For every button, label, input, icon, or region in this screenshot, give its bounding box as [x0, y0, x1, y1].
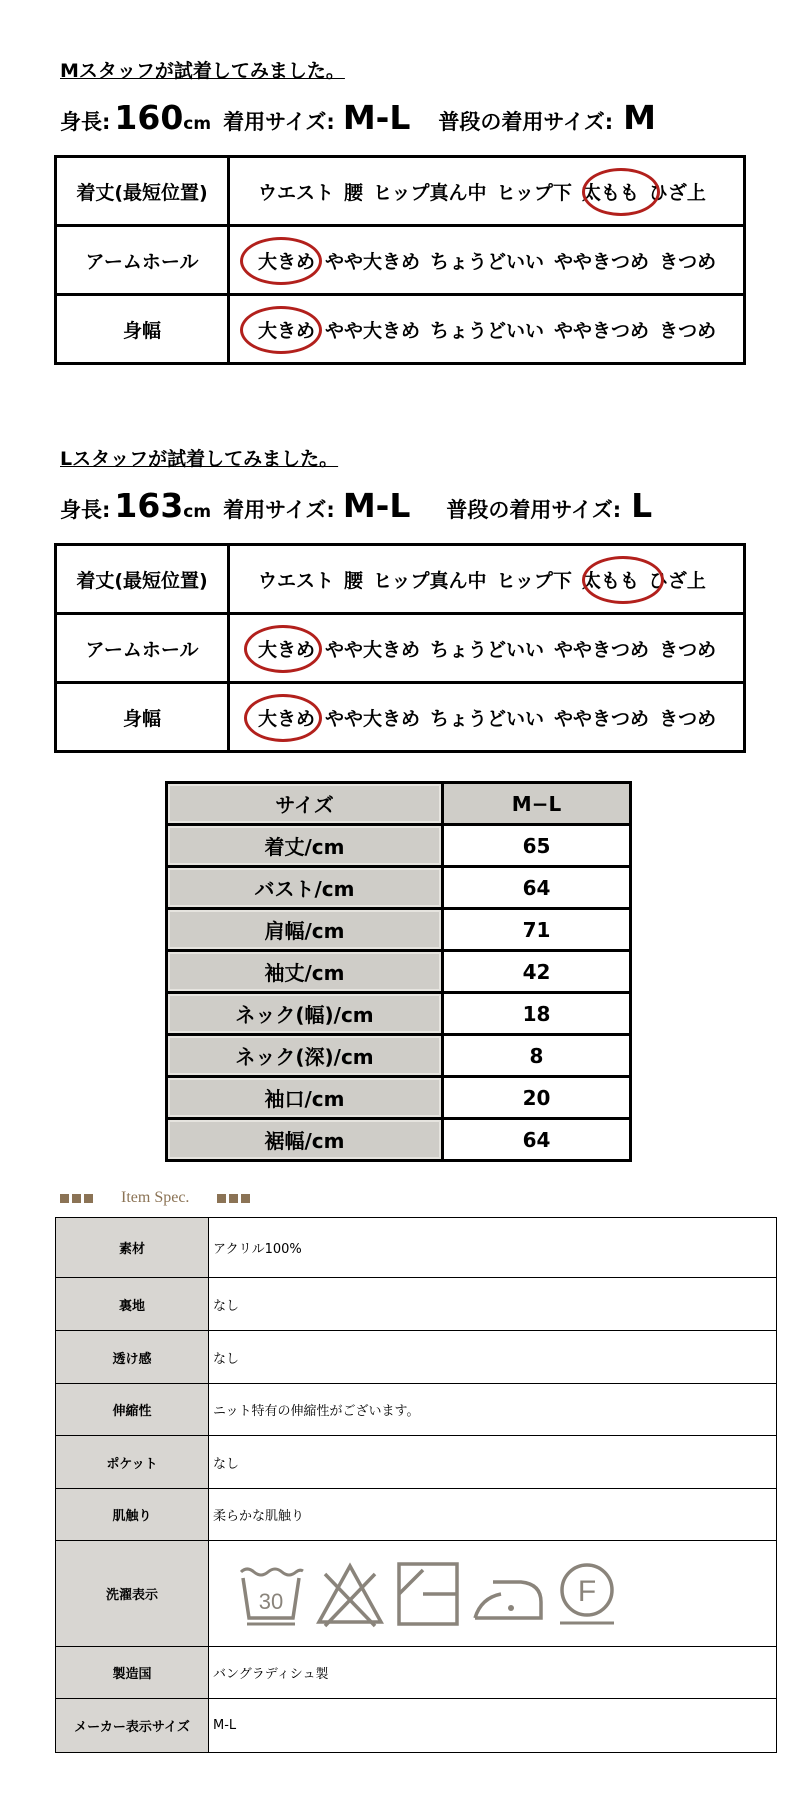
spec-label: 製造国	[56, 1647, 209, 1699]
fit-option: ヒップ真ん中	[373, 181, 487, 204]
usual-size-label: 普段の着用サイズ:	[446, 498, 622, 522]
fit-option: ウエスト	[258, 181, 335, 204]
spec-row	[56, 1489, 777, 1541]
height-value: 163	[114, 486, 184, 525]
fit-row-header: 着丈(最短位置)	[56, 545, 229, 614]
size-label: 着用サイズ:	[223, 110, 335, 134]
size-label: 袖口/cm	[167, 1077, 443, 1119]
fit-option: ややきつめ	[554, 319, 650, 342]
fit-options	[229, 157, 745, 226]
spec-row-care	[56, 1541, 777, 1647]
size-value: 8	[443, 1035, 631, 1077]
fit-option: ややきつめ	[554, 250, 650, 273]
fit-option: ややきつめ	[554, 707, 650, 730]
fit-option: 太もも	[581, 181, 639, 204]
fit-option: 大きめ	[258, 638, 316, 661]
selection-circle	[582, 168, 660, 216]
fit-option: ちょうどいい	[430, 638, 545, 661]
wash-30-icon	[237, 1560, 305, 1628]
size-value: 18	[443, 993, 631, 1035]
fit-row-length	[56, 157, 745, 226]
spec-row	[56, 1331, 777, 1384]
spec-label: 裏地	[56, 1278, 209, 1331]
fit-option: ひざ上	[648, 181, 706, 204]
size-value: 20	[443, 1077, 631, 1119]
fit-option: ややきつめ	[554, 638, 650, 661]
spec-label: ポケット	[56, 1436, 209, 1489]
spec-row	[56, 1699, 777, 1753]
fit-option: ヒップ真ん中	[373, 569, 487, 592]
dry-clean-letter: F	[577, 1574, 596, 1608]
fit-option: ヒップ下	[496, 569, 572, 592]
height-label: 身長:	[60, 498, 111, 522]
height-value: 160	[114, 98, 184, 137]
spec-row	[56, 1436, 777, 1489]
size-table	[165, 781, 632, 1162]
fit-option: ちょうどいい	[430, 319, 545, 342]
fit-row-header: アームホール	[56, 614, 229, 683]
spec-row	[56, 1384, 777, 1436]
spec-label: 洗濯表示	[56, 1541, 209, 1647]
fit-option: 大きめ	[258, 250, 316, 273]
size-label: ネック(幅)/cm	[167, 993, 443, 1035]
square-decoration	[60, 1194, 69, 1203]
size-row	[167, 825, 631, 867]
fit-options	[229, 545, 745, 614]
staff-l-heading: Lスタッフが試着してみました。	[60, 448, 339, 470]
spec-value: なし	[209, 1278, 777, 1331]
height-unit: cm	[183, 114, 212, 134]
fit-option: ちょうどいい	[430, 707, 545, 730]
iron-low-icon	[471, 1560, 543, 1628]
size-label: ネック(深)/cm	[167, 1035, 443, 1077]
fit-option: きつめ	[659, 319, 717, 342]
spec-value: 柔らかな肌触り	[209, 1489, 777, 1541]
fit-options	[229, 295, 745, 364]
size-row	[167, 909, 631, 951]
size-label: 着丈/cm	[167, 825, 443, 867]
fit-options	[229, 614, 745, 683]
size-label: 袖丈/cm	[167, 951, 443, 993]
size-row	[167, 1035, 631, 1077]
no-bleach-icon	[315, 1560, 385, 1628]
square-decoration	[229, 1194, 238, 1203]
spec-value: バングラディシュ製	[209, 1647, 777, 1699]
spec-label: 伸縮性	[56, 1384, 209, 1436]
fit-options	[229, 683, 745, 752]
usual-size-value: L	[631, 486, 653, 525]
fit-row-header: 身幅	[56, 683, 229, 752]
spec-label: 肌触り	[56, 1489, 209, 1541]
staff-m-heading: Mスタッフが試着してみました。	[60, 60, 345, 82]
spec-value: ニット特有の伸縮性がございます。	[209, 1384, 777, 1436]
size-value: 42	[443, 951, 631, 993]
fit-option: やや大きめ	[325, 319, 421, 342]
staff-m-stats	[60, 98, 656, 137]
size-value: 71	[443, 909, 631, 951]
selection-circle	[244, 625, 322, 673]
fit-row-armhole	[56, 614, 745, 683]
size-row	[167, 1077, 631, 1119]
selection-circle	[582, 556, 664, 604]
spec-row	[56, 1278, 777, 1331]
dry-clean-f-icon	[554, 1560, 620, 1628]
item-spec-table	[55, 1217, 777, 1753]
height-label: 身長:	[60, 110, 111, 134]
size-label: 着用サイズ:	[223, 498, 335, 522]
staff-l-stats	[60, 486, 652, 525]
size-table-header-row	[167, 783, 631, 825]
fit-option: ひざ上	[648, 569, 706, 592]
size-value: M-L	[342, 98, 411, 137]
height-unit: cm	[183, 502, 212, 522]
spec-value: なし	[209, 1436, 777, 1489]
selection-circle	[240, 237, 322, 285]
fit-option: 太もも	[581, 569, 639, 592]
size-value: 64	[443, 1119, 631, 1161]
selection-circle	[240, 306, 322, 354]
item-spec-header	[60, 1189, 253, 1207]
fit-option: ちょうどいい	[430, 250, 545, 273]
fit-option: 大きめ	[258, 319, 316, 342]
fit-option: 腰	[344, 181, 364, 204]
size-row	[167, 993, 631, 1035]
square-decoration	[84, 1194, 93, 1203]
square-decoration	[241, 1194, 250, 1203]
line-dry-icon	[395, 1560, 461, 1628]
size-value: 64	[443, 867, 631, 909]
fit-row-header: アームホール	[56, 226, 229, 295]
spec-label: 透け感	[56, 1331, 209, 1384]
fit-option: やや大きめ	[325, 250, 421, 273]
care-symbols	[209, 1541, 777, 1647]
usual-size-label: 普段の着用サイズ:	[438, 110, 614, 134]
size-row	[167, 867, 631, 909]
item-spec-title: Item Spec.	[121, 1189, 190, 1206]
fit-row-header: 着丈(最短位置)	[56, 157, 229, 226]
size-row	[167, 951, 631, 993]
spec-row	[56, 1647, 777, 1699]
fit-option: やや大きめ	[325, 707, 421, 730]
size-label: バスト/cm	[167, 867, 443, 909]
fit-row-length	[56, 545, 745, 614]
selection-circle	[244, 694, 322, 742]
fit-option: ウエスト	[258, 569, 335, 592]
fit-option: ヒップ下	[496, 181, 572, 204]
size-label: 肩幅/cm	[167, 909, 443, 951]
fit-option: きつめ	[659, 250, 717, 273]
size-row	[167, 1119, 631, 1161]
spec-value: M-L	[209, 1699, 777, 1753]
fit-option: やや大きめ	[325, 638, 421, 661]
fit-option: 腰	[344, 569, 364, 592]
fit-option: きつめ	[659, 707, 717, 730]
spec-row	[56, 1218, 777, 1278]
fit-row-armhole	[56, 226, 745, 295]
spec-value: アクリル100%	[209, 1218, 777, 1278]
staff-m-fit-table	[54, 155, 746, 365]
square-decoration	[217, 1194, 226, 1203]
spec-label: 素材	[56, 1218, 209, 1278]
wash-temp: 30	[258, 1588, 284, 1614]
fit-option: 大きめ	[258, 707, 316, 730]
fit-row-width	[56, 295, 745, 364]
fit-row-width	[56, 683, 745, 752]
spec-label: メーカー表示サイズ	[56, 1699, 209, 1753]
fit-options	[229, 226, 745, 295]
square-decoration	[72, 1194, 81, 1203]
size-header-value: M−L	[443, 783, 631, 825]
size-label: 裾幅/cm	[167, 1119, 443, 1161]
usual-size-value: M	[623, 98, 656, 137]
size-value: 65	[443, 825, 631, 867]
size-header-label: サイズ	[167, 783, 443, 825]
staff-l-fit-table	[54, 543, 746, 753]
size-value: M-L	[342, 486, 411, 525]
spec-value: なし	[209, 1331, 777, 1384]
fit-row-header: 身幅	[56, 295, 229, 364]
fit-option: きつめ	[659, 638, 717, 661]
